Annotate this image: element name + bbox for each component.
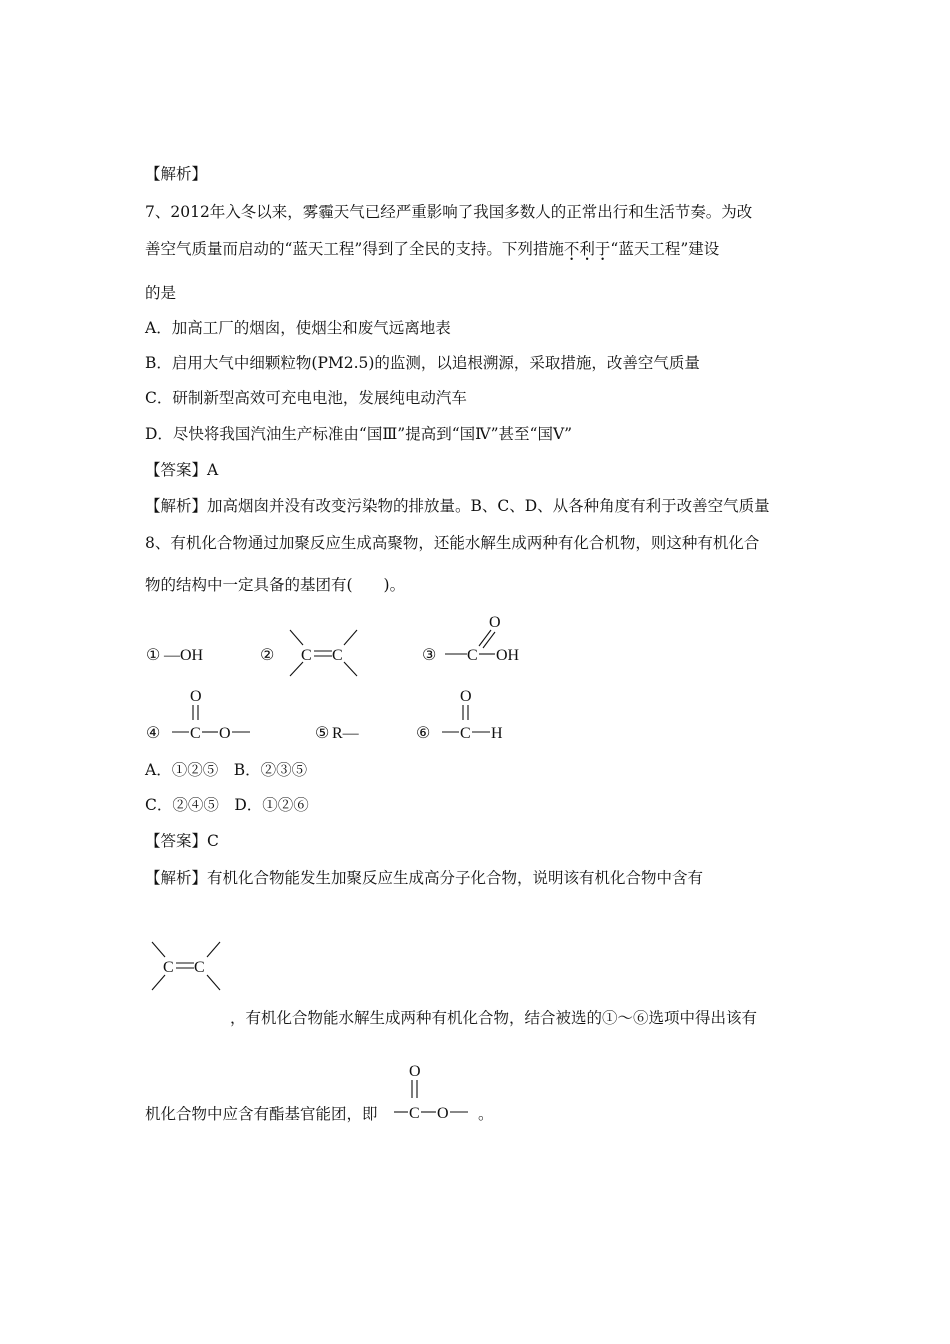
group-6-aldehyde-structure (442, 688, 503, 742)
group-5-alkyl: R— (332, 725, 359, 742)
group-3-number: ③ (422, 647, 437, 664)
analysis-header: 【解析】 (145, 165, 208, 183)
group-3-carboxyl-structure (445, 614, 520, 664)
analysis-ester-carbonyl-oxygen: O (409, 1063, 421, 1080)
q7-answer: 【答案】A (145, 461, 219, 479)
q7-line2 (145, 239, 719, 259)
q8-analysis-end: 。 (478, 1105, 494, 1123)
group-4-number: ④ (146, 725, 161, 742)
ester-carbonyl-oxygen: O (190, 688, 202, 705)
q8-analysis-line1: 【解析】有机化合物能发生加聚反应生成高分子化合物，说明该有机化合物中含有 (145, 869, 704, 887)
analysis-alkene-carbon-left: C (163, 959, 174, 976)
aldehyde-oxygen: O (460, 688, 472, 705)
carboxyl-oxygen: O (489, 614, 501, 631)
functional-groups-figure (140, 610, 540, 750)
group-1-number: ① (146, 647, 161, 664)
group-6-number: ⑥ (416, 725, 431, 742)
q8-answer: 【答案】C (145, 832, 219, 850)
group-4-ester-structure (172, 688, 250, 742)
analysis-ester-figure (392, 1060, 482, 1124)
ester-oxygen: O (219, 725, 231, 742)
q7-line3: 的是 (145, 284, 177, 302)
q8-line2: 物的结构中一定具备的基团有( )。 (145, 576, 406, 594)
alkene-carbon-left: C (301, 647, 312, 664)
q7-option-a: A．加高工厂的烟囱，使烟尘和废气远离地表 (145, 319, 451, 337)
emphasis-char-1: 不 (563, 240, 580, 258)
q7-line1: 7、2012年入冬以来，雾霾天气已经严重影响了我国多数人的正常出行和生活节奏。为改 (145, 203, 753, 221)
ester-carbon: C (190, 725, 201, 742)
q8-options-cd: C．②④⑤ D．①②⑥ (145, 796, 309, 814)
group-5-number: ⑤ (315, 725, 330, 742)
group-2-alkene-structure (290, 630, 357, 676)
analysis-alkene-figure (148, 936, 228, 996)
carboxyl-hydroxyl: OH (496, 647, 520, 664)
group-2-number: ② (260, 647, 275, 664)
emphasis-char-3: 于 (594, 240, 611, 258)
aldehyde-hydrogen: H (491, 725, 503, 742)
analysis-alkene-carbon-right: C (194, 959, 205, 976)
q8-options-ab: A．①②⑤ B．②③⑤ (145, 761, 308, 779)
q8-analysis-line3: 机化合物中应含有酯基官能团，即 (145, 1105, 378, 1123)
carboxyl-carbon: C (467, 647, 478, 664)
analysis-ester-oxygen: O (437, 1105, 449, 1122)
q8-line1: 8、有机化合物通过加聚反应生成高聚物，还能水解生成两种有化合机物，则这种有机化合 (145, 534, 760, 552)
emphasis-char-2: 利 (579, 240, 595, 258)
aldehyde-carbon: C (460, 725, 471, 742)
q8-analysis-line2: ，有机化合物能水解生成两种有机化合物，结合被选的①～⑥选项中得出该有 (230, 1009, 758, 1027)
q7-option-b: B．启用大气中细颗粒物(PM2.5)的监测，以追根溯源，采取措施，改善空气质量 (145, 354, 700, 372)
q7-option-d: D．尽快将我国汽油生产标准由“国Ⅲ”提高到“国Ⅳ”甚至“国Ⅴ” (145, 425, 573, 443)
group-1-hydroxyl: —OH (164, 647, 204, 664)
alkene-carbon-right: C (332, 647, 343, 664)
q7-option-c: C．研制新型高效可充电电池，发展纯电动汽车 (145, 389, 467, 407)
q7-line2-a: 善空气质量而启动的“蓝天工程”得到了全民的支持。下列措施 (145, 240, 564, 258)
q7-line2-b: “蓝天工程”建设 (610, 240, 720, 258)
analysis-ester-carbon: C (409, 1105, 420, 1122)
q7-analysis: 【解析】加高烟囱并没有改变污染物的排放量。B、C、D、从各种角度有利于改善空气质量 (145, 497, 770, 515)
